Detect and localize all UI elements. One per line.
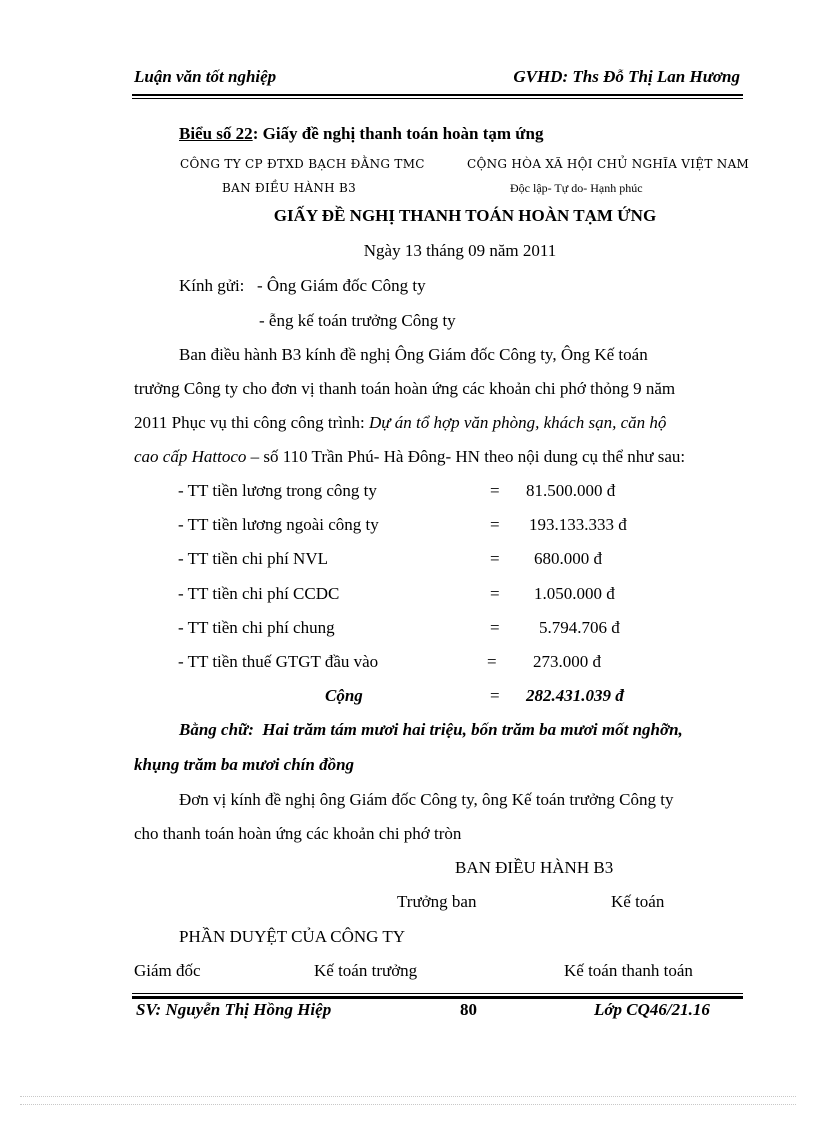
item-value: 81.500.000 đ — [526, 481, 616, 500]
footer-class: Lớp CQ46/21.16 — [594, 1000, 710, 1019]
header-rule — [132, 94, 743, 96]
footer-student: SV: Nguyễn Thị Hồng Hiệp — [136, 1000, 332, 1019]
page-number: 80 — [460, 1000, 477, 1019]
body-line: Ban điều hành B3 kính đề nghị Ông Giám đốc Công ty, Ông Kế toán — [179, 345, 648, 364]
closing-line: cho thanh toán hoàn ứng các khoản chi phớ tròn — [134, 824, 462, 843]
item-label: - TT tiền chi phí CCDC — [178, 584, 340, 603]
signature-board: BAN ĐIỀU HÀNH B3 — [455, 858, 614, 877]
in-words-text-cont: khụng trăm ba mươi chín đồng — [134, 755, 355, 774]
header-thesis-title: Luận văn tốt nghiệp — [134, 67, 277, 86]
line-item — [0, 584, 816, 608]
page-edge-guide — [20, 1096, 796, 1097]
item-label: - TT tiền lương trong công ty — [178, 481, 377, 500]
item-eq: = — [490, 549, 500, 568]
document-title: GIẤY ĐỀ NGHỊ THANH TOÁN HOÀN TẠM ỨNG — [273, 206, 657, 225]
signature-accountant: Kế toán — [611, 892, 665, 911]
item-label: - TT tiền chi phí NVL — [178, 549, 328, 568]
caption — [179, 124, 543, 144]
caption-label: Biểu số 22 — [179, 124, 253, 143]
item-eq: = — [487, 652, 497, 671]
footer-rule-thin — [132, 993, 743, 994]
body-line — [134, 413, 666, 433]
item-label: - TT tiền chi phí chung — [178, 618, 335, 637]
line-item — [0, 652, 816, 676]
body-text: – số 110 Trần Phú- Hà Đông- HN theo nội dung cụ thể như sau: — [246, 447, 686, 466]
body-text: 2011 Phục vụ thi công công trình: — [134, 413, 369, 432]
body-line: trưởng Công ty cho đơn vị thanh toán hoàn ứng các khoản chi phớ thỏng 9 năm — [134, 379, 676, 398]
signature-director: Giám đốc — [134, 961, 201, 980]
header-supervisor: GVHD: Ths Đỗ Thị Lan Hương — [513, 67, 740, 86]
item-eq: = — [490, 515, 500, 534]
signature-head: Trưởng ban — [397, 892, 477, 911]
line-item — [0, 481, 816, 505]
item-value: 5.794.706 đ — [539, 618, 620, 637]
item-value: 680.000 đ — [534, 549, 602, 568]
company-name: CÔNG TY CP ĐTXD BẠCH ĐẰNG TMC — [180, 157, 425, 171]
total-label: Cộng — [325, 686, 363, 705]
signature-payment-accountant: Kế toán thanh toán — [564, 961, 693, 980]
total-eq: = — [490, 686, 500, 705]
item-value: 273.000 đ — [533, 652, 601, 671]
salutation-label: Kính gửi: — [179, 276, 245, 295]
item-eq: = — [490, 618, 500, 637]
signature-chief-accountant: Kế toán trưởng — [314, 961, 418, 980]
recipient-director: - Ông Giám đốc Công ty — [257, 276, 426, 295]
amount-in-words: Bằng chữ: Hai trăm tám mươi hai triệu, bốn trăm ba mươi mốt nghỡn, — [179, 720, 683, 739]
closing-line: Đơn vị kính đề nghị ông Giám đốc Công ty, ông Kế toán trưởng Công ty — [179, 790, 674, 809]
document-date: Ngày 13 tháng 09 năm 2011 — [363, 241, 557, 260]
project-name: Dự án tổ hợp văn phòng, khách sạn, căn hộ — [369, 413, 667, 432]
item-value: 1.050.000 đ — [534, 584, 615, 603]
item-value: 193.133.333 đ — [529, 515, 627, 534]
caption-text: : Giấy đề nghị thanh toán hoàn tạm ứng — [252, 124, 544, 143]
line-item — [0, 549, 816, 573]
body-line — [134, 447, 685, 467]
project-name-cont: cao cấp Hattoco — [134, 447, 247, 466]
in-words-text: Hai trăm tám mươi hai triệu, bốn trăm ba mươi mốt nghỡn, — [262, 720, 683, 739]
nation-title: CỘNG HÒA XÃ HỘI CHỦ NGHĨA VIỆT NAM — [467, 157, 750, 171]
item-eq: = — [490, 584, 500, 603]
total-row — [0, 686, 816, 710]
item-eq: = — [490, 481, 500, 500]
approval-section: PHẦN DUYỆT CỦA CÔNG TY — [179, 927, 406, 946]
footer-rule — [132, 996, 743, 999]
in-words-label: Bằng chữ — [179, 720, 249, 739]
item-label: - TT tiền lương ngoài công ty — [178, 515, 379, 534]
total-value: 282.431.039 đ — [526, 686, 624, 705]
line-item — [0, 618, 816, 642]
recipient-chief-accountant: - ễng kế toán trưởng Công ty — [259, 311, 456, 330]
item-label: - TT tiền thuế GTGT đầu vào — [178, 652, 379, 671]
department-name: BAN ĐIỀU HÀNH B3 — [222, 181, 357, 195]
line-item — [0, 515, 816, 539]
page-edge-guide — [20, 1104, 796, 1105]
motto: Độc lập- Tự do- Hạnh phúc — [510, 181, 643, 195]
header-rule-thin — [132, 98, 743, 99]
